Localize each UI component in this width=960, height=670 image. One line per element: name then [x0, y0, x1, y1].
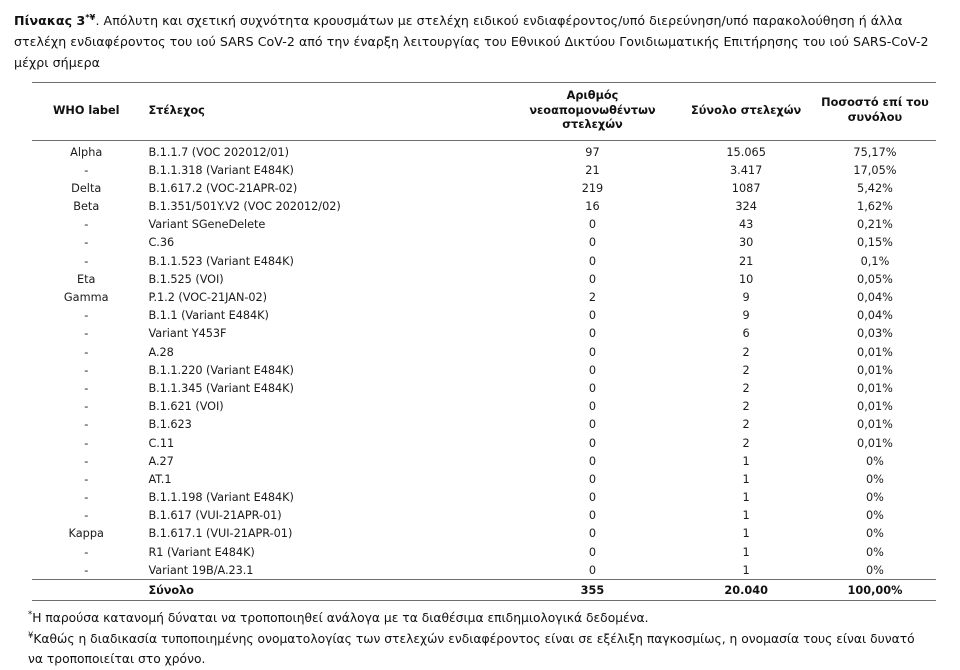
row-new-isolates: 0 [588, 454, 597, 468]
row-percent: 0,03% [857, 327, 893, 341]
row-strain: B.1.1.198 (Variant E484K) [148, 491, 294, 505]
row-who-label: - [84, 163, 89, 177]
row-percent: 0,04% [857, 309, 893, 323]
row-percent: 0,01% [857, 363, 893, 377]
table-caption [14, 10, 946, 73]
row-total: 10 [738, 272, 754, 286]
row-new-isolates: 0 [588, 491, 597, 505]
table-caption-label: Πίνακας 3 [14, 13, 86, 28]
row-percent: 0% [866, 454, 884, 468]
row-who-label: - [84, 309, 89, 323]
total-row-new: 355 [507, 580, 679, 601]
row-strain: B.1.1.220 (Variant E484K) [148, 363, 294, 377]
row-new-isolates: 0 [588, 309, 597, 323]
total-row-who [32, 580, 140, 601]
row-who-label: Alpha [70, 145, 103, 159]
column-header-total-strains: Σύνολο στελεχών [678, 83, 814, 141]
row-strain: B.1.1 (Variant E484K) [148, 309, 269, 323]
row-new-isolates: 0 [588, 363, 597, 377]
row-who-label: - [84, 327, 89, 341]
row-total: 15.065 [726, 145, 766, 159]
row-strain: A.28 [148, 345, 174, 359]
variants-table [32, 82, 936, 601]
row-total: 1 [742, 545, 750, 559]
row-who-label: - [84, 563, 89, 577]
row-strain: B.1.621 (VOI) [148, 400, 224, 414]
row-new-isolates: 0 [588, 218, 597, 232]
row-percent: 0,01% [857, 381, 893, 395]
table-row [32, 398, 936, 416]
table-row [32, 343, 936, 361]
footnote-text: Η παρούσα κατανομή δύναται να τροποποιηθεί ανάλογα με τα διαθέσιμα επιδημιολογικά δεδομένα. [32, 611, 649, 626]
table-container [14, 82, 946, 601]
row-who-label: - [84, 363, 89, 377]
table-row [32, 379, 936, 397]
row-percent: 0% [866, 509, 884, 523]
row-strain: B.1.623 [148, 418, 192, 432]
row-total: 1 [742, 472, 750, 486]
row-strain: B.1.1.7 (VOC 202012/01) [148, 145, 290, 159]
row-new-isolates: 0 [588, 527, 597, 541]
row-strain: Variant Y453F [148, 327, 227, 341]
row-percent: 0,01% [857, 436, 893, 450]
row-percent: 0,01% [857, 400, 893, 414]
table-row [32, 561, 936, 580]
row-strain: A.27 [148, 454, 174, 468]
table-row [32, 307, 936, 325]
row-total: 1087 [731, 181, 761, 195]
row-new-isolates: 0 [588, 563, 597, 577]
row-total: 324 [735, 200, 757, 214]
table-footer [32, 580, 936, 601]
row-strain: B.1.1.523 (Variant E484K) [148, 254, 294, 268]
table-row [32, 140, 936, 161]
row-strain: C.11 [148, 436, 175, 450]
row-strain: B.1.617.1 (VUI-21APR-01) [148, 527, 293, 541]
footnote-text: Καθώς η διαδικασία τυποποιημένης ονοματολογίας των στελεχών ενδιαφέροντος είναι σε εξέλιξη παγκοσμίως, η ονομασία τους είναι δυνατό να τροποποιείται στο χρόνο. [28, 631, 915, 667]
row-who-label: - [84, 236, 89, 250]
row-strain: P.1.2 (VOC-21JAN-02) [148, 291, 268, 304]
footnote-marker: ¥ [28, 629, 34, 640]
row-new-isolates: 0 [588, 509, 597, 523]
total-row-percent: 100,00% [814, 580, 936, 601]
row-strain: R1 (Variant E484K) [148, 545, 255, 559]
row-percent: 0% [866, 545, 884, 559]
row-new-isolates: 0 [588, 254, 597, 268]
table-row [32, 216, 936, 234]
table-header-row [32, 83, 936, 141]
column-header-new-isolates: Αριθμός νεοαπομονωθέντων στελεχών [507, 83, 679, 141]
row-who-label: - [84, 254, 89, 268]
row-percent: 0,01% [857, 418, 893, 432]
row-total: 43 [738, 218, 754, 232]
row-new-isolates: 219 [581, 181, 604, 195]
table-row [32, 270, 936, 288]
row-percent: 0% [866, 563, 884, 577]
row-who-label: Beta [73, 200, 100, 214]
table-row [32, 288, 936, 306]
row-new-isolates: 0 [588, 418, 597, 432]
row-total: 30 [738, 236, 754, 250]
total-row [32, 580, 936, 601]
row-who-label: - [84, 454, 89, 468]
table-row [32, 197, 936, 215]
footnote [28, 629, 932, 670]
row-who-label: - [84, 400, 89, 414]
row-total: 3.417 [729, 163, 763, 177]
row-total: 9 [742, 309, 750, 323]
row-strain: C.36 [148, 236, 175, 250]
row-who-label: - [84, 472, 89, 486]
row-percent: 0,05% [857, 272, 893, 286]
table-row [32, 252, 936, 270]
table-body [32, 140, 936, 580]
table-row [32, 161, 936, 179]
row-who-label: - [84, 345, 89, 359]
row-percent: 5,42% [857, 181, 893, 195]
row-new-isolates: 0 [588, 400, 597, 414]
row-total: 2 [742, 363, 750, 377]
row-new-isolates: 97 [585, 145, 600, 159]
row-total: 2 [742, 345, 750, 359]
row-percent: 0,1% [860, 254, 890, 268]
row-strain: Variant 19B/A.23.1 [148, 563, 254, 577]
row-new-isolates: 0 [588, 236, 597, 250]
row-new-isolates: 0 [588, 381, 597, 395]
table-caption-footnote-markers: *¥ [85, 11, 96, 22]
row-who-label: - [84, 381, 89, 395]
table-row [32, 361, 936, 379]
row-new-isolates: 0 [588, 545, 597, 559]
table-row [32, 525, 936, 543]
row-new-isolates: 0 [588, 472, 597, 486]
row-total: 1 [742, 509, 750, 523]
row-strain: B.1.1.318 (Variant E484K) [148, 163, 294, 177]
row-percent: 0,15% [857, 236, 893, 250]
table-row [32, 434, 936, 452]
row-who-label: - [84, 545, 89, 559]
row-total: 2 [742, 400, 750, 414]
row-percent: 0,21% [857, 218, 893, 232]
row-total: 21 [738, 254, 754, 268]
table-row [32, 488, 936, 506]
table-row [32, 507, 936, 525]
row-strain: B.1.617 (VUI-21APR-01) [148, 509, 282, 523]
row-who-label: Delta [71, 181, 102, 195]
row-new-isolates: 0 [588, 272, 597, 286]
table-row [32, 452, 936, 470]
total-row-label: Σύνολο [140, 580, 506, 601]
row-strain: B.1.525 (VOI) [148, 272, 224, 286]
row-who-label: Gamma [63, 291, 109, 304]
row-who-label: Eta [76, 272, 96, 286]
row-percent: 17,05% [853, 163, 897, 177]
footnote [28, 608, 932, 629]
row-who-label: - [84, 436, 89, 450]
row-percent: 0% [866, 527, 884, 541]
row-percent: 0,04% [857, 291, 893, 304]
row-total: 6 [742, 327, 750, 341]
row-total: 1 [742, 563, 750, 577]
row-percent: 75,17% [853, 145, 897, 159]
row-who-label: - [84, 418, 89, 432]
row-strain: B.1.1.345 (Variant E484K) [148, 381, 294, 395]
row-who-label: Kappa [68, 527, 104, 541]
column-header-who-label: WHO label [32, 83, 140, 141]
row-strain: AT.1 [148, 472, 172, 486]
row-new-isolates: 16 [585, 200, 600, 214]
table-row [32, 543, 936, 561]
row-total: 1 [742, 491, 750, 505]
row-percent: 0,01% [857, 345, 893, 359]
row-new-isolates: 21 [585, 163, 600, 177]
row-total: 1 [742, 527, 750, 541]
row-who-label: - [84, 491, 89, 505]
row-strain: B.1.351/501Y.V2 (VOC 202012/02) [148, 200, 341, 214]
row-total: 2 [742, 436, 750, 450]
row-new-isolates: 0 [588, 345, 597, 359]
row-total: 2 [742, 418, 750, 432]
row-total: 1 [742, 454, 750, 468]
footnote-marker: * [28, 609, 33, 620]
row-percent: 0% [866, 491, 884, 505]
row-percent: 0% [866, 472, 884, 486]
row-strain: Variant SGeneDelete [148, 218, 266, 232]
row-total: 9 [742, 291, 750, 304]
table-row [32, 416, 936, 434]
total-row-total: 20.040 [678, 580, 814, 601]
footnotes [14, 608, 946, 670]
table-row [32, 234, 936, 252]
row-new-isolates: 2 [588, 291, 597, 304]
row-new-isolates: 0 [588, 327, 597, 341]
table-row [32, 325, 936, 343]
table-row [32, 179, 936, 197]
row-percent: 1,62% [857, 200, 893, 214]
column-header-strain: Στέλεχος [140, 83, 506, 141]
column-header-percent: Ποσοστό επί του συνόλου [814, 83, 936, 141]
table-row [32, 470, 936, 488]
row-new-isolates: 0 [588, 436, 597, 450]
row-total: 2 [742, 381, 750, 395]
row-strain: B.1.617.2 (VOC-21APR-02) [148, 181, 298, 195]
table-header [32, 83, 936, 141]
row-who-label: - [84, 218, 89, 232]
table-caption-text: . Απόλυτη και σχετική συχνότητα κρουσμάτων με στελέχη ειδικού ενδιαφέροντος/υπό διερεύνηση/υπό παρακολούθηση ή άλλα στελέχη ενδιαφέροντος του ιού SARS CoV-2 από την έναρξη λειτουργίας του Εθνικού Δικτύου Γονιδιωματικής Επιτήρησης του ιού SARS-CoV-2 μέχρι σήμερα [14, 13, 929, 70]
row-who-label: - [84, 509, 89, 523]
